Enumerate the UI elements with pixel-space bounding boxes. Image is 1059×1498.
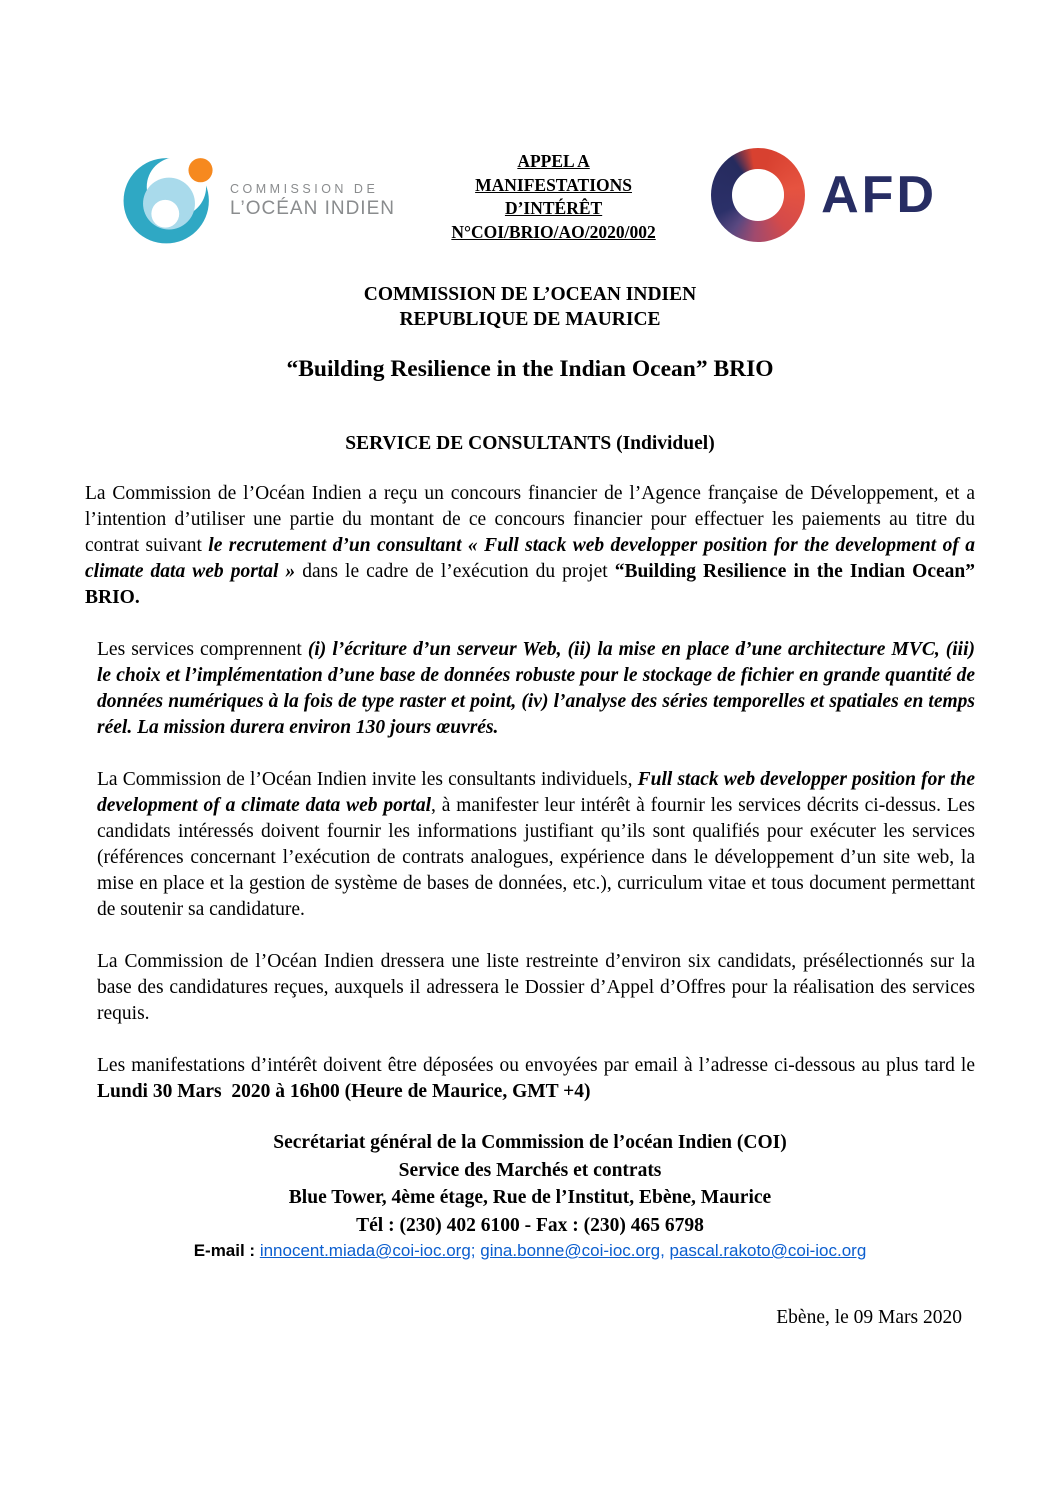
p2-text: Les services comprennent [97, 639, 308, 660]
contact-phone-fax: Tél : (230) 402 6100 - Fax : (230) 465 6798 [356, 1214, 704, 1236]
paragraph-deadline [97, 1053, 975, 1105]
p5-text: Les manifestations d’intérêt doivent être déposées ou envoyées par email à l’adresse ci-dessous au plus tard le [97, 1055, 975, 1076]
email-line [85, 1241, 975, 1261]
p3-text: La Commission de l’Océan Indien invite les consultants individuels, [97, 769, 638, 790]
contact-address: Blue Tower, 4ème étage, Rue de l’Institut, Ebène, Maurice [288, 1187, 772, 1208]
p1-project-name: “Building Resilience in the Indian Ocean” BRIO. [85, 561, 975, 608]
p4-text: La Commission de l’Océan Indien dressera une liste restreinte d’environ six candidats, présélectionnés sur la base des candidatures reçues, auxquels il adressera le Dossier d’Appel d’Offres pour la réalisation des services requis. [97, 951, 975, 1024]
document-header [118, 146, 937, 250]
email-link-pascal[interactable]: pascal.rakoto@coi-ioc.org [669, 1241, 867, 1260]
heading-service-line: SERVICE DE CONSULTANTS (Individuel) [345, 433, 715, 454]
afd-logo [711, 146, 937, 242]
notice-title-line3: D’INTÉRÊT [504, 198, 603, 218]
heading-project-title: “Building Resilience in the Indian Ocean” BRIO [286, 356, 774, 382]
afd-logo-text: AFD [821, 166, 937, 224]
p1-text: La Commission de l’Océan Indien a reçu un concours financier de l’Agence française de Développement, et a l’intention d’utiliser une partie du montant de ce concours financier pour effectuer les paiements au titre du contrat suivant [85, 483, 975, 556]
p3-position-title: Full stack web developper position for the development of a climate data web portal [97, 769, 976, 816]
coi-logo [118, 146, 396, 250]
p1-contract-title: le recrutement d’un consultant « Full stack web developper position for the development of a climate data web portal » [85, 535, 975, 582]
contact-secretariat: Secrétariat général de la Commission de l’océan Indien (COI) [273, 1132, 787, 1153]
heading-country: REPUBLIQUE DE MAURICE [399, 309, 661, 330]
paragraph-financing [85, 481, 975, 611]
notice-title-line1: APPEL A [517, 151, 590, 171]
paragraph-invitation [97, 767, 975, 923]
coi-logo-line2: L’OCÉAN INDIEN [230, 198, 395, 219]
p3-text2: , à manifester leur intérêt à fournir les services décrits ci-dessus. Les candidats intéressés doivent fournir les informations justifiant qu’ils sont qualifiés pour exécuter les services (références concernant l’exécution de contrats analogues, expérience dans le développement d’un site web, la mise en place et la gestion de système de bases de données, etc.), curriculum vitae et tous document permettant de soutenir sa candidature. [97, 795, 975, 920]
contact-block [85, 1129, 975, 1239]
date-line: Ebène, le 09 Mars 2020 [776, 1307, 962, 1328]
p5-deadline-date: Lundi 30 Mars 2020 à 16h00 (Heure de Maurice, GMT +4) [97, 1081, 591, 1102]
document-body [85, 282, 975, 1329]
p2-services-detail: (i) l’écriture d’un serveur Web, (ii) la mise en place d’une architecture MVC, (iii) le choix et l’implémentation d’une base de données robuste pour le stockage de fichier en grande quantité de données numériques à la fois de type raster et point, (iv) l’analyse des séries temporelles et spatiales en temps réel. La mission durera environ 130 jours œuvrés. [97, 639, 975, 738]
contact-service: Service des Marchés et contrats [398, 1159, 662, 1181]
coi-logo-text [230, 182, 395, 220]
coi-logo-line1: COMMISSION DE [230, 182, 379, 196]
notice-title-line4: N°COI/BRIO/AO/2020/002 [451, 221, 656, 242]
email-label: E-mail : [193, 1241, 260, 1260]
email-separator-2: , [660, 1241, 670, 1260]
email-link-gina[interactable]: gina.bonne@coi-ioc.org [480, 1241, 661, 1260]
notice-title [433, 146, 675, 244]
coi-swirl-icon [118, 146, 220, 250]
heading-organization: COMMISSION DE L’OCEAN INDIEN [363, 284, 697, 305]
paragraph-shortlist [97, 949, 975, 1027]
email-link-innocent[interactable]: innocent.miada@coi-ioc.org; [259, 1241, 476, 1260]
notice-title-line2: MANIFESTATIONS [475, 174, 632, 195]
paragraph-services [97, 637, 975, 741]
p1-text2: dans le cadre de l’exécution du projet [295, 561, 615, 582]
afd-ring-icon [711, 148, 805, 242]
